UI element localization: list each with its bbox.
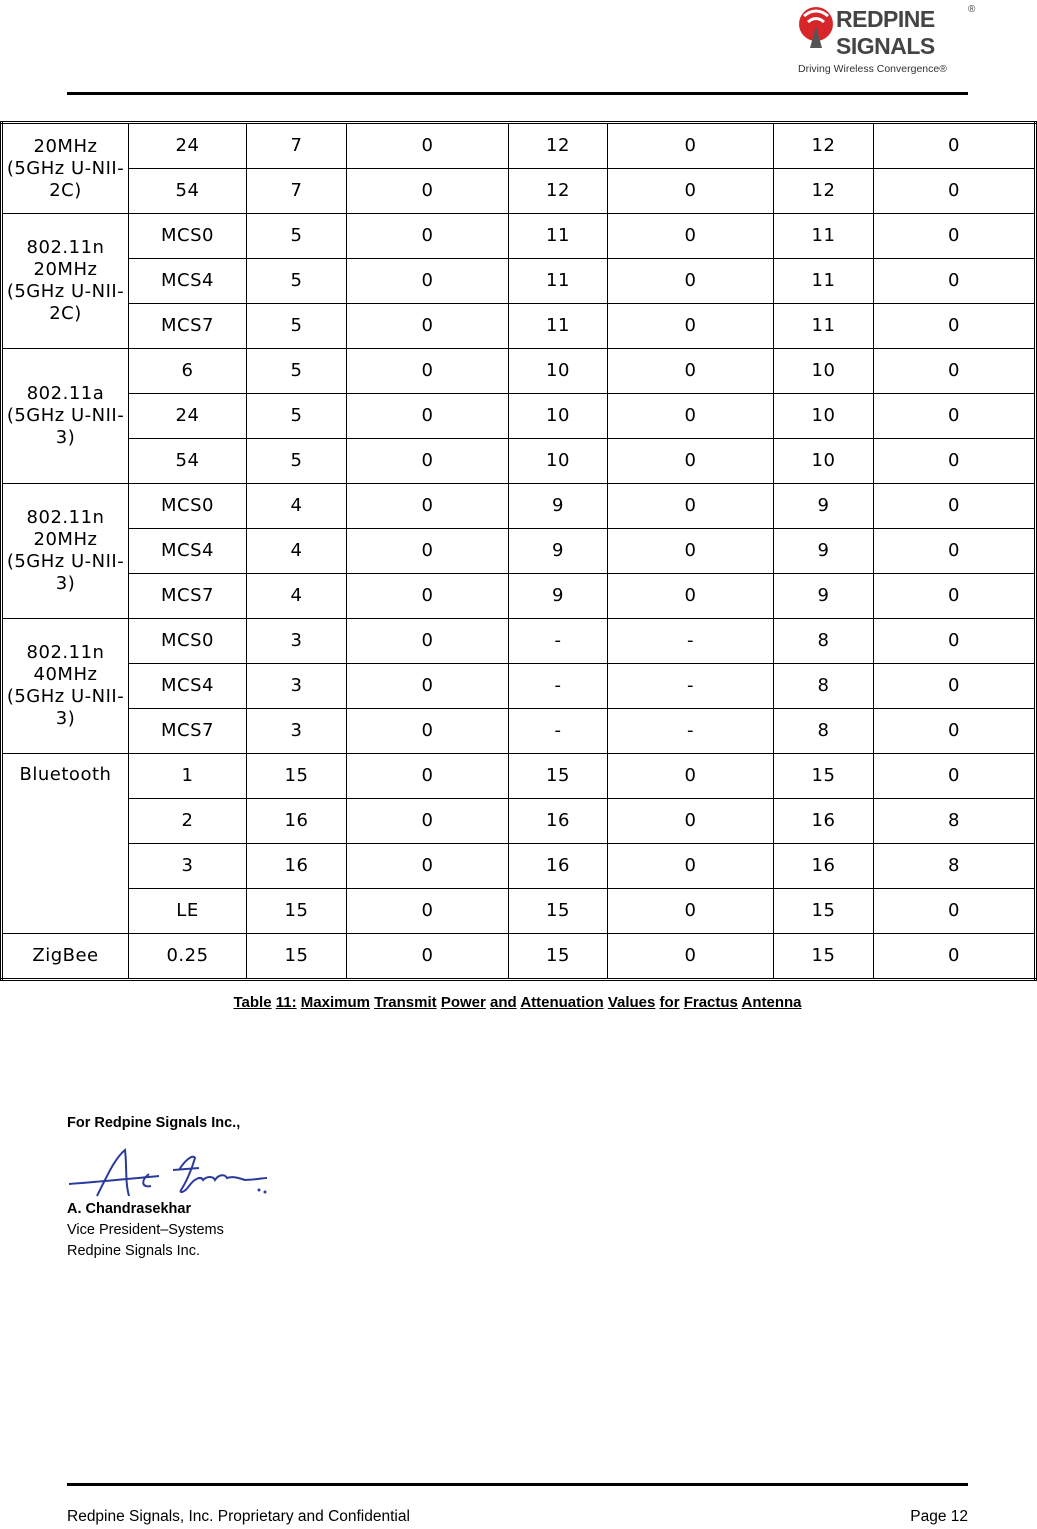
table-cell: 10	[774, 349, 874, 394]
caption-word: 11:	[275, 994, 297, 1011]
caption-word: Transmit	[374, 994, 437, 1011]
table-cell: 1	[129, 754, 247, 799]
table-cell: 0	[608, 169, 774, 214]
table-cell: 11	[774, 304, 874, 349]
group-label-cell: 802.11n 20MHz (5GHz U-NII-2C)	[2, 214, 129, 349]
table-cell: 10	[774, 439, 874, 484]
table-cell: 0	[347, 664, 509, 709]
table-cell: 9	[509, 529, 608, 574]
table-cell: 0	[608, 123, 774, 169]
table-cell: MCS4	[129, 529, 247, 574]
table-cell: 15	[774, 889, 874, 934]
caption-word: Table	[233, 994, 272, 1011]
table-cell: 0	[347, 484, 509, 529]
redpine-signals-logo	[796, 2, 974, 78]
table-cell: 0	[347, 169, 509, 214]
footer-confidential: Redpine Signals, Inc. Proprietary and Confidential	[67, 1508, 410, 1525]
table-cell: 0	[874, 709, 1036, 754]
svg-text:®: ®	[968, 4, 976, 15]
table-cell: 0	[874, 889, 1036, 934]
caption-word: Attenuation	[520, 994, 604, 1011]
footer-page-number: Page 12	[910, 1508, 968, 1525]
table-row	[2, 799, 1036, 844]
table-cell: 0	[874, 664, 1036, 709]
table-row	[2, 259, 1036, 304]
table-row	[2, 304, 1036, 349]
table-cell: 5	[247, 349, 347, 394]
table-cell: 3	[129, 844, 247, 889]
table-cell: 0	[347, 439, 509, 484]
table-cell: 24	[129, 394, 247, 439]
caption-word: Fractus	[683, 994, 738, 1011]
table-cell: 15	[247, 889, 347, 934]
table-cell: MCS7	[129, 709, 247, 754]
table-cell: 8	[774, 619, 874, 664]
table-caption	[0, 994, 1035, 1011]
table-cell: 0	[347, 619, 509, 664]
table-cell: 11	[509, 214, 608, 259]
table-cell: 16	[509, 799, 608, 844]
table-cell: 24	[129, 123, 247, 169]
table-cell: 0	[347, 259, 509, 304]
table-cell: 12	[774, 169, 874, 214]
caption-word: Maximum	[300, 994, 370, 1011]
table-cell: 11	[509, 304, 608, 349]
table-cell: 0	[608, 844, 774, 889]
caption-word: Power	[440, 994, 486, 1011]
table-cell: MCS0	[129, 484, 247, 529]
table-cell: 0	[874, 214, 1036, 259]
table-cell: 15	[509, 934, 608, 980]
table-cell: 0	[874, 484, 1036, 529]
table-cell: 8	[774, 664, 874, 709]
table-cell: 4	[247, 574, 347, 619]
table-cell: 0	[347, 934, 509, 980]
table-cell: 3	[247, 709, 347, 754]
table-cell: 0	[874, 304, 1036, 349]
table-cell: MCS7	[129, 574, 247, 619]
group-label-cell: 802.11n 40MHz (5GHz U-NII-3)	[2, 619, 129, 754]
table-cell: 15	[509, 889, 608, 934]
table-cell: 5	[247, 439, 347, 484]
table-cell: 0	[347, 214, 509, 259]
table-cell: MCS4	[129, 664, 247, 709]
table-cell: 0	[347, 709, 509, 754]
svg-text:SIGNALS: SIGNALS	[836, 33, 935, 59]
table-cell: 8	[874, 844, 1036, 889]
table-cell: 0	[347, 799, 509, 844]
table-cell: 0	[608, 529, 774, 574]
table-row	[2, 574, 1036, 619]
caption-word: and	[490, 994, 517, 1011]
table-cell: 0	[874, 619, 1036, 664]
table-cell: 4	[247, 484, 347, 529]
table-cell: 0	[347, 889, 509, 934]
table-cell: 0	[347, 754, 509, 799]
table-cell: 7	[247, 169, 347, 214]
table-cell: -	[509, 664, 608, 709]
table-cell: 11	[509, 259, 608, 304]
table-cell: 0	[874, 574, 1036, 619]
table-cell: 10	[509, 439, 608, 484]
table-cell: 10	[509, 394, 608, 439]
table-row	[2, 169, 1036, 214]
caption-word: for	[659, 994, 680, 1011]
table-cell: 0	[347, 304, 509, 349]
table-cell: 16	[247, 799, 347, 844]
table-cell: 9	[509, 574, 608, 619]
table-row	[2, 484, 1036, 529]
table-cell: 0	[608, 484, 774, 529]
table-cell: 0	[347, 394, 509, 439]
table-cell: 5	[247, 214, 347, 259]
table-row	[2, 844, 1036, 889]
table-cell: 0	[874, 934, 1036, 980]
table-cell: -	[509, 619, 608, 664]
header-rule	[67, 92, 968, 95]
table-row	[2, 439, 1036, 484]
table-cell: 9	[774, 529, 874, 574]
handwritten-signature	[67, 1146, 272, 1202]
table-cell: 6	[129, 349, 247, 394]
table-cell: 16	[509, 844, 608, 889]
table-cell: 12	[509, 123, 608, 169]
table-cell: 54	[129, 439, 247, 484]
group-label-cell: Bluetooth	[2, 754, 129, 934]
table-cell: 0	[608, 349, 774, 394]
table-cell: 15	[247, 934, 347, 980]
table-row	[2, 214, 1036, 259]
table-cell: 12	[509, 169, 608, 214]
table-cell: 9	[774, 574, 874, 619]
table-row	[2, 934, 1036, 980]
table-cell: 5	[247, 259, 347, 304]
group-label-cell: ZigBee	[2, 934, 129, 980]
table-cell: 2	[129, 799, 247, 844]
table-cell: 15	[247, 754, 347, 799]
table-cell: 0	[347, 574, 509, 619]
table-cell: 0	[347, 349, 509, 394]
table-cell: 0	[874, 349, 1036, 394]
table-cell: 9	[774, 484, 874, 529]
table-row	[2, 664, 1036, 709]
table-cell: 9	[509, 484, 608, 529]
caption-word: Values	[607, 994, 656, 1011]
table-cell: 4	[247, 529, 347, 574]
table-cell: 0	[874, 169, 1036, 214]
table-row	[2, 123, 1036, 169]
group-label-cell: 802.11a (5GHz U-NII-3)	[2, 349, 129, 484]
table-cell: 0	[347, 123, 509, 169]
table-cell: 3	[247, 664, 347, 709]
table-row	[2, 754, 1036, 799]
table-cell: 0	[608, 934, 774, 980]
table-cell: 12	[774, 123, 874, 169]
table-row	[2, 394, 1036, 439]
table-cell: 15	[774, 934, 874, 980]
power-attenuation-table	[0, 121, 1037, 981]
table-cell: 10	[774, 394, 874, 439]
table-cell: 0	[608, 394, 774, 439]
table-cell: 7	[247, 123, 347, 169]
table-row	[2, 529, 1036, 574]
table-row	[2, 349, 1036, 394]
group-label-cell: 802.11n 20MHz (5GHz U-NII-3)	[2, 484, 129, 619]
caption-word: Antenna	[741, 994, 802, 1011]
signer-company: Redpine Signals Inc.	[67, 1243, 200, 1259]
table-cell: 11	[774, 214, 874, 259]
table-cell: 11	[774, 259, 874, 304]
table-cell: -	[509, 709, 608, 754]
table-cell: -	[608, 619, 774, 664]
table-cell: 0	[608, 754, 774, 799]
table-cell: 0	[608, 889, 774, 934]
table-row	[2, 709, 1036, 754]
signer-title: Vice President–Systems	[67, 1222, 224, 1238]
table-container	[0, 121, 1034, 981]
table-cell: 0	[608, 574, 774, 619]
svg-text:Driving Wireless Convergence®: Driving Wireless Convergence®	[798, 63, 947, 75]
table-cell: 0	[874, 529, 1036, 574]
for-line: For Redpine Signals Inc.,	[67, 1115, 241, 1131]
signature-block	[67, 1115, 240, 1131]
table-cell: 3	[247, 619, 347, 664]
table-cell: -	[608, 709, 774, 754]
table-cell: 0	[874, 439, 1036, 484]
table-cell: 8	[774, 709, 874, 754]
table-cell: MCS0	[129, 214, 247, 259]
table-cell: 0	[347, 529, 509, 574]
table-cell: LE	[129, 889, 247, 934]
table-cell: 15	[509, 754, 608, 799]
table-cell: 0	[874, 754, 1036, 799]
table-row	[2, 619, 1036, 664]
table-cell: 5	[247, 394, 347, 439]
footer-rule	[67, 1483, 968, 1486]
table-cell: -	[608, 664, 774, 709]
table-cell: 0	[608, 439, 774, 484]
table-cell: 5	[247, 304, 347, 349]
signer-details	[67, 1199, 224, 1262]
svg-text:REDPINE: REDPINE	[836, 6, 935, 32]
table-cell: 0	[608, 214, 774, 259]
table-cell: 0	[874, 394, 1036, 439]
table-row	[2, 889, 1036, 934]
group-label-cell: 20MHz (5GHz U-NII-2C)	[2, 123, 129, 214]
table-cell: 16	[774, 844, 874, 889]
table-cell: 0	[608, 304, 774, 349]
table-cell: 16	[774, 799, 874, 844]
signer-name: A. Chandrasekhar	[67, 1201, 192, 1217]
table-cell: 54	[129, 169, 247, 214]
table-cell: MCS4	[129, 259, 247, 304]
table-cell: 10	[509, 349, 608, 394]
table-cell: 0	[347, 844, 509, 889]
table-cell: MCS0	[129, 619, 247, 664]
table-cell: MCS7	[129, 304, 247, 349]
table-cell: 8	[874, 799, 1036, 844]
table-cell: 0	[608, 259, 774, 304]
table-cell: 0	[608, 799, 774, 844]
table-cell: 0.25	[129, 934, 247, 980]
table-cell: 0	[874, 123, 1036, 169]
table-cell: 0	[874, 259, 1036, 304]
table-cell: 15	[774, 754, 874, 799]
table-cell: 16	[247, 844, 347, 889]
